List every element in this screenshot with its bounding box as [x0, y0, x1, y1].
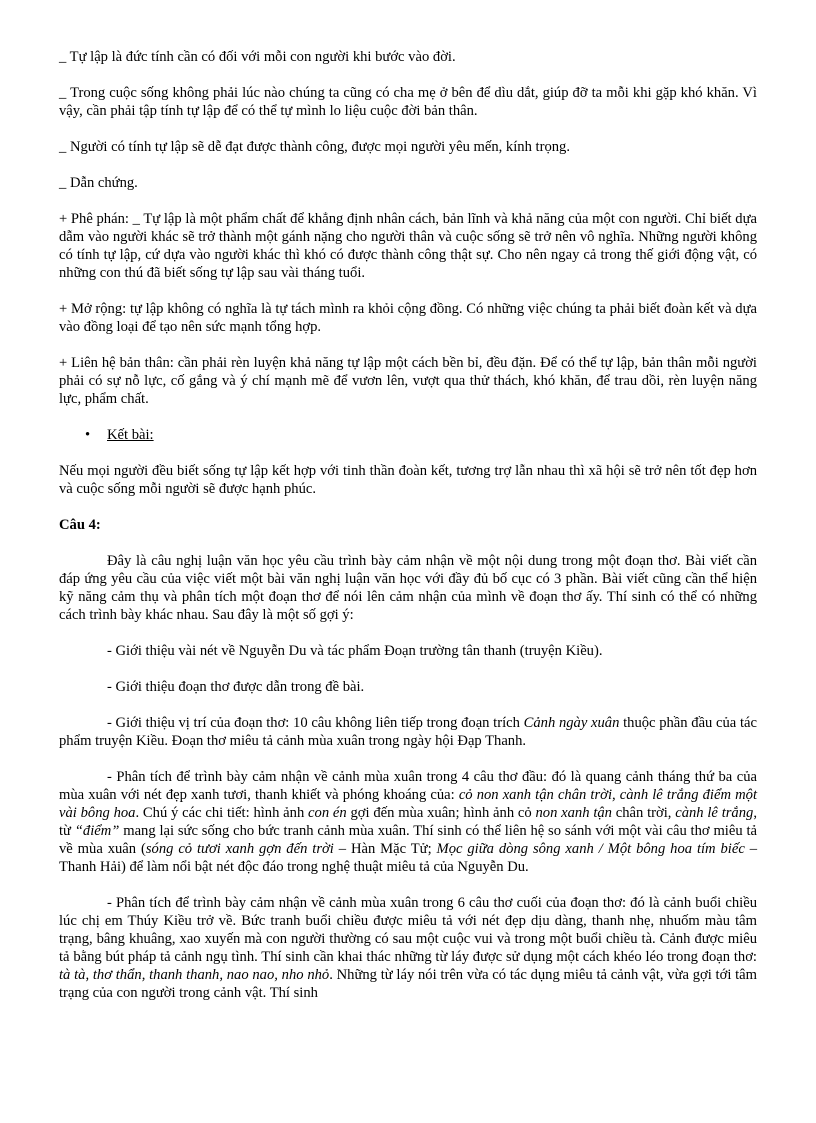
item-last-six-lines: [59, 894, 757, 1002]
document-page: [59, 48, 757, 1020]
paragraph-evidence: _ Dẫn chứng.: [59, 175, 138, 191]
paragraph-conclusion: Nếu mọi người đều biết sống tự lập kết hợp với tinh thần đoàn kết, tương trợ lẫn nhau thì xã hội sẽ trở nên tốt đẹp hơn và cuộc sống mỗi người sẽ được hạnh phúc.: [59, 463, 757, 497]
paragraph-question-intro: Đây là câu nghị luận văn học yêu cầu trình bày cảm nhận về một nội dung trong một đoạn thơ. Bài viết cần đáp ứng yêu cầu của việc viết một bài văn nghị luận văn học với đầy đủ bố cục có 3 phần. Bài viết cũng cần thể hiện kỹ năng cảm thụ và phân tích một đoạn thơ để nói lên cảm nhận của mình về đoạn thơ ấy. Thí sinh có thể có những cách trình bày khác nhau. Sau đây là một số gợi ý:: [59, 553, 757, 623]
italic-quote: sóng cỏ tươi xanh gợn đến trời: [145, 841, 334, 857]
paragraph-self-reliance-virtue: _ Tự lập là đức tính cần có đối với mỗi con người khi bước vào đời.: [59, 49, 456, 65]
conclusion-label: Kết bài:: [107, 427, 154, 443]
text-span: - Giới thiệu vị trí của đoạn thơ: 10 câu không liên tiếp trong đoạn trích: [107, 715, 524, 731]
text-span: . Chú ý các chi tiết: hình ảnh: [135, 805, 309, 821]
text-span: chân trời,: [611, 805, 676, 821]
italic-quote: “điểm”: [74, 823, 120, 839]
item-poem-intro: - Giới thiệu đoạn thơ được dẫn trong đề bài.: [107, 679, 365, 695]
text-span: – Hàn Mặc Tử;: [333, 841, 437, 857]
question-heading: Câu 4:: [59, 517, 101, 533]
italic-quote: Mọc giữa dòng sông xanh / Một bông hoa tím biếc: [436, 841, 745, 857]
italic-quote: tà tà, thơ thẩn, thanh thanh, nao nao, nho nhỏ: [59, 967, 330, 983]
italic-quote: non xanh tận: [535, 805, 612, 821]
paragraph-life-without-parents: _ Trong cuộc sống không phải lúc nào chúng ta cũng có cha mẹ ở bên để dìu dắt, giúp đỡ ta mỗi khi gặp khó khăn. Vì vậy, cần phải tập tính tự lập để có thể tự mình lo liệu cuộc đời bản thân.: [59, 85, 757, 119]
paragraph-criticism: + Phê phán: _ Tự lập là một phẩm chất để khẳng định nhân cách, bản lĩnh và khả năng của một con người. Chỉ biết dựa dẫm vào người khác sẽ trở thành một gánh nặng cho người thân và cuộc sống sẽ trở nên vô nghĩa. Những người không có tính tự lập, cứ dựa vào người khác thì khó có được thành công thật sự. Cho nên ngay cả trong thế giới động vật, có những con thú đã biết sống tự lập sau vài tháng tuổi.: [59, 211, 757, 281]
paragraph-success: _ Người có tính tự lập sẽ dễ đạt được thành công, được mọi người yêu mến, kính trọng.: [59, 139, 570, 155]
italic-quote: cỏ non xanh tận chân trời, cành lê trắng điểm một vài bông hoa: [59, 787, 757, 821]
italic-quote: con én: [308, 805, 347, 821]
text-span: - Phân tích để trình bày cảm nhận về cảnh mùa xuân trong 6 câu thơ cuối của đoạn thơ: đó là cảnh buổi chiều lúc chị em Thúy Kiều trở về. Bức tranh buổi chiều được miêu tả với nét đẹp dịu dàng, thanh nhẹ, nhuốm màu tâm trạng, bâng khuâng, xao xuyến mà con người thường có sau một cuộc vui và trong một buổi chiều tà. Cảnh được miêu tả bằng bút pháp tả cảnh ngụ tình. Thí sinh cần khai thác những từ láy được sử dụng một cách khéo léo trong đoạn thơ:: [59, 895, 757, 965]
text-span: thuộc phần đầu của tác phẩm truyện Kiều. Đoạn thơ miêu tả cảnh mùa xuân trong ngày hội Đạp Thanh.: [59, 715, 757, 749]
text-span: – Thanh Hải) để làm nổi bật nét độc đáo trong nghệ thuật miêu tả của Nguyễn Du.: [59, 841, 758, 875]
bullet-icon: •: [85, 427, 91, 443]
paragraph-self-connection: + Liên hệ bản thân: cần phải rèn luyện khả năng tự lập một cách bền bỉ, đều đặn. Để có thể tự lập, bản thân mỗi người phải có sự nỗ lực, cố gắng và ý chí mạnh mẽ để vươn lên, vượt qua thử thách, khó khăn, để trau dồi, rèn luyện năng lực, phẩm chất.: [59, 355, 757, 407]
text-span: mang lại sức sống cho bức tranh cảnh mùa xuân. Thí sinh có thể liên hệ so sánh với một vài câu thơ miêu tả về mùa xuân (: [59, 823, 757, 857]
text-span: , từ: [59, 805, 757, 839]
paragraph-extension: + Mở rộng: tự lập không có nghĩa là tự tách mình ra khỏi cộng đồng. Có những việc chúng ta phải biết đoàn kết và dựa vào đồng loại để tạo nên sức mạnh tổng hợp.: [59, 301, 757, 335]
italic-title: Cảnh ngày xuân: [523, 715, 620, 731]
text-span: gợi đến mùa xuân; hình ảnh cỏ: [346, 805, 536, 821]
italic-quote: cành lê trắng: [675, 805, 754, 821]
item-first-four-lines: [59, 768, 757, 876]
item-poem-position: [59, 714, 757, 750]
bullet-conclusion-heading: [59, 426, 757, 444]
text-span: - Phân tích để trình bày cảm nhận về cảnh mùa xuân trong 4 câu thơ đầu: đó là quang cảnh tháng thứ ba của mùa xuân với nét đẹp xanh tươi, thanh khiết và phóng khoáng của:: [59, 769, 757, 803]
item-author-intro: - Giới thiệu vài nét về Nguyễn Du và tác phẩm Đoạn trường tân thanh (truyện Kiều).: [107, 643, 603, 659]
text-span: . Những từ láy nói trên vừa có tác dụng miêu tả cảnh vật, vừa gợi tới tâm trạng của con người trong cảnh vật. Thí sinh: [59, 967, 758, 1001]
